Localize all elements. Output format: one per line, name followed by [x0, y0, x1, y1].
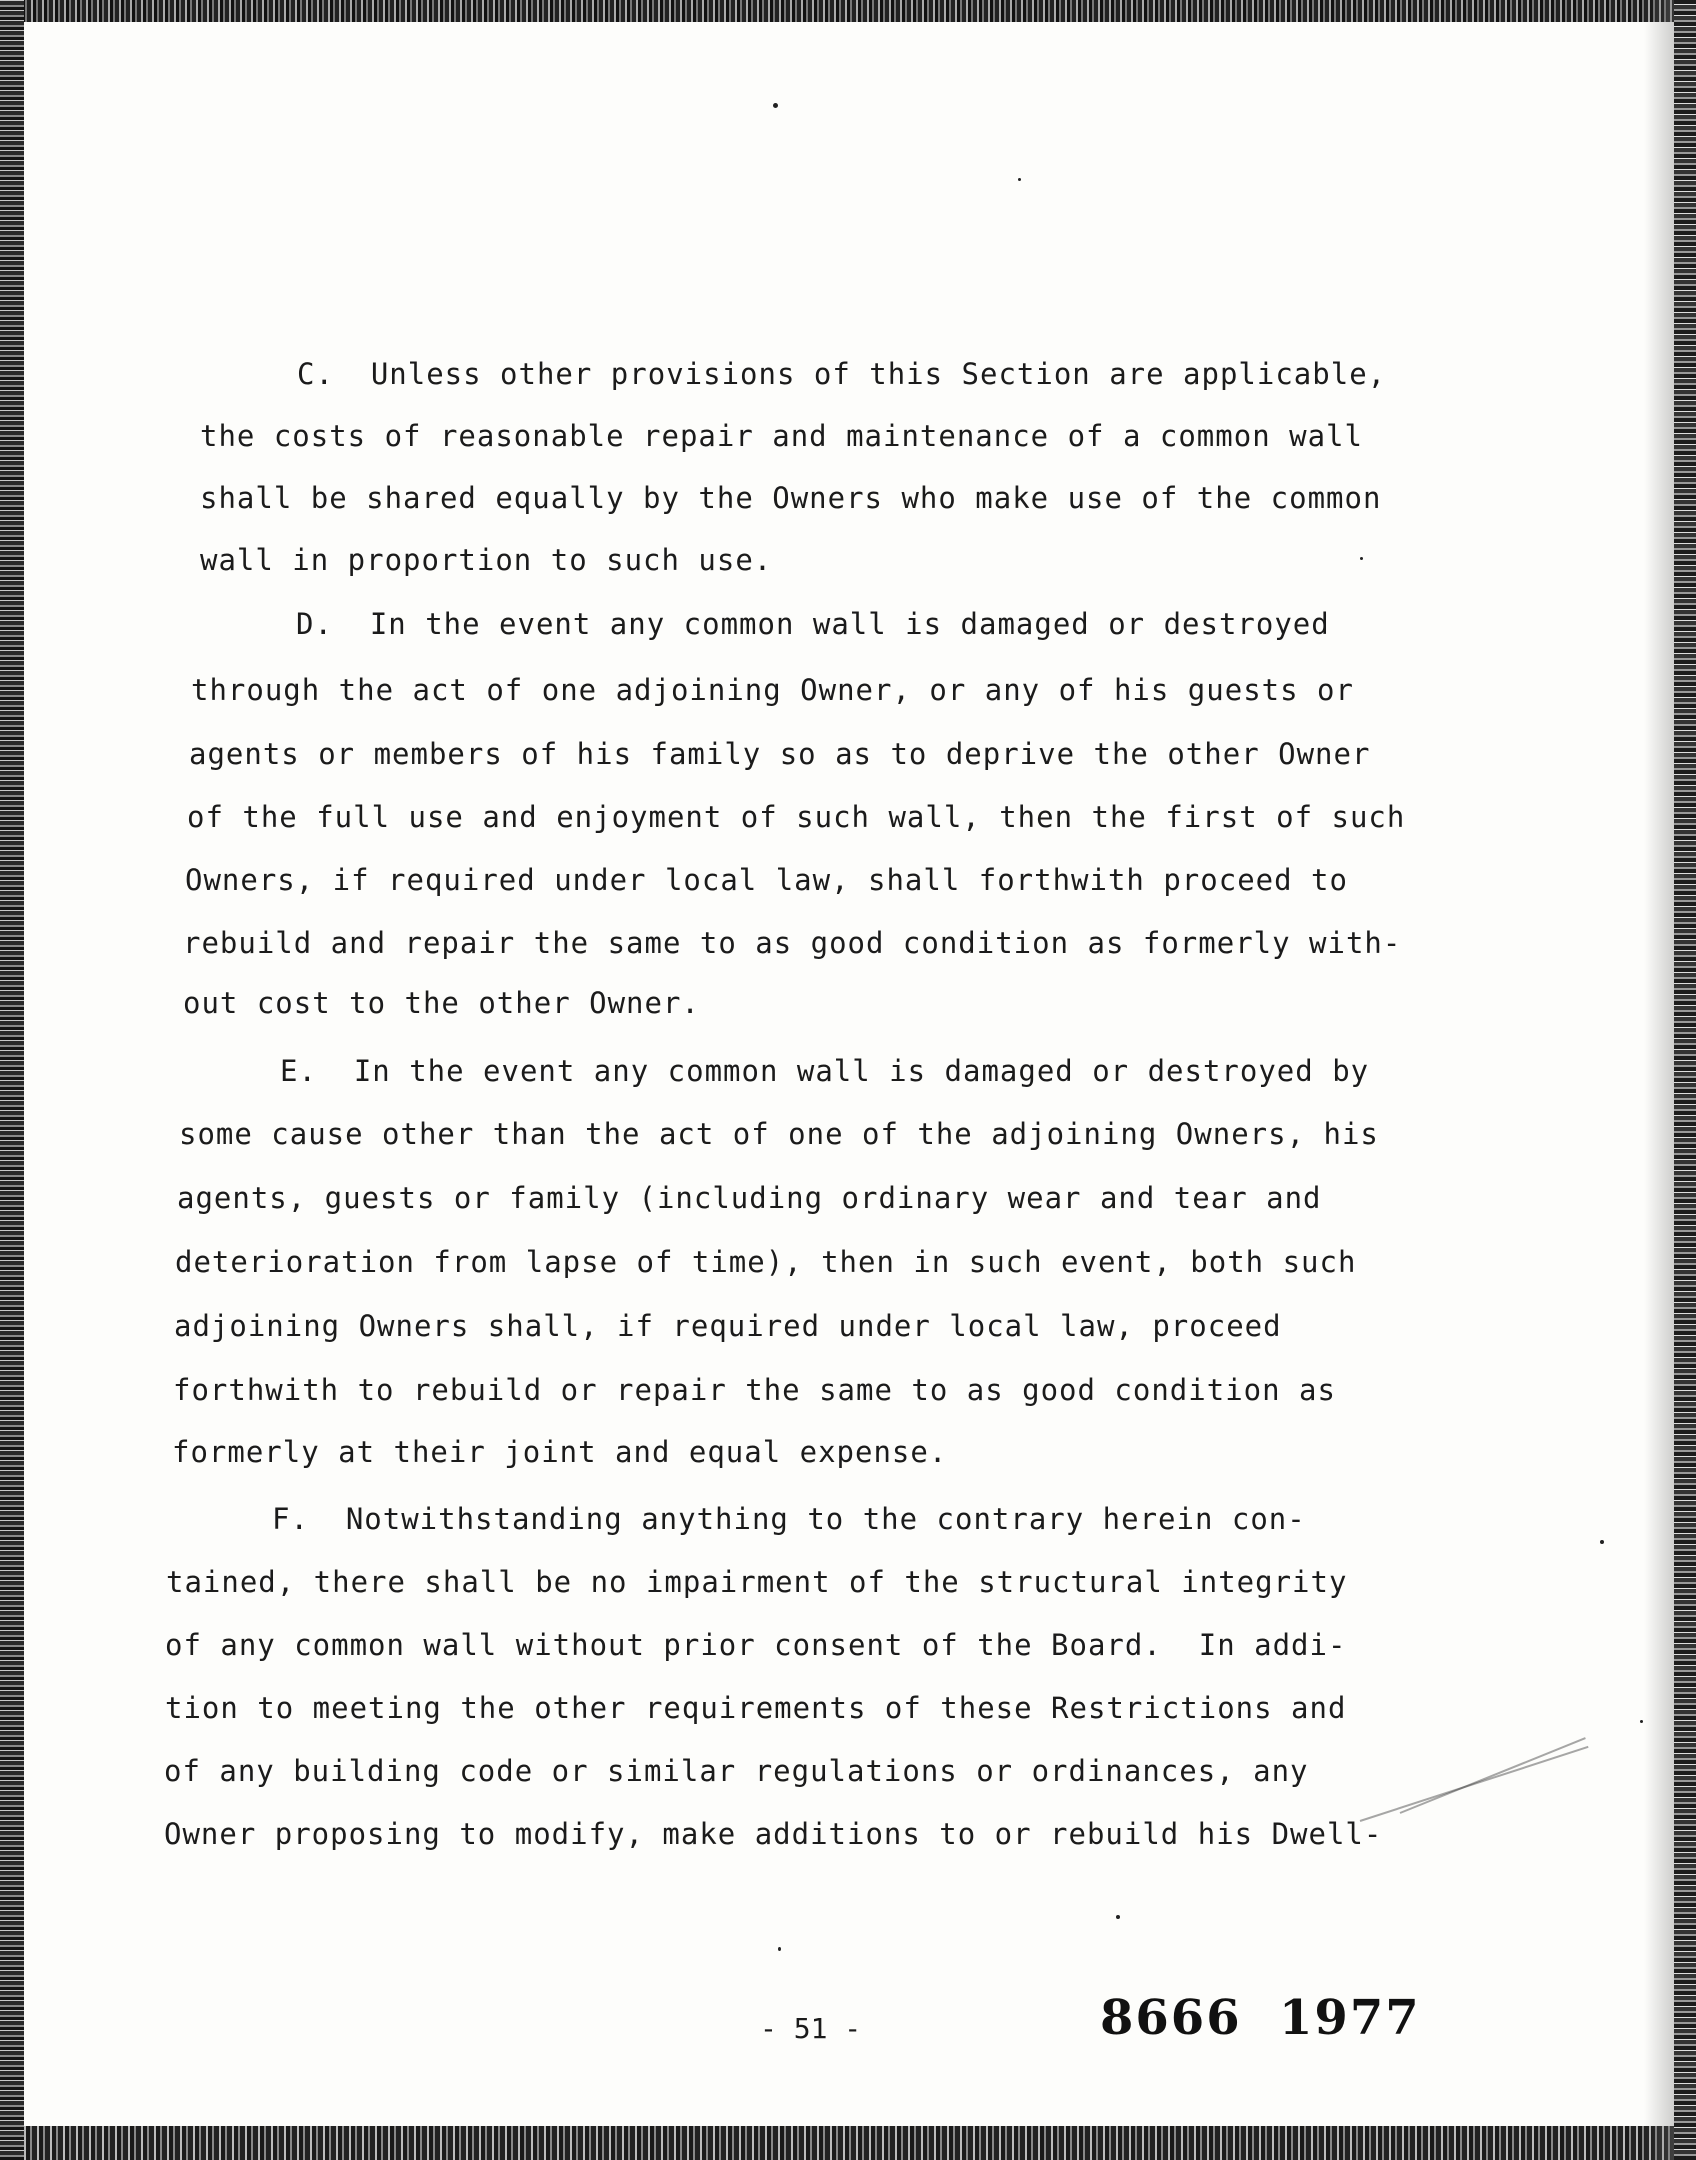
- paragraph-f-line-6: Owner proposing to modify, make additions to or rebuild his Dwell-: [164, 1817, 1383, 1851]
- paragraph-e-line-6: forthwith to rebuild or repair the same to as good condition as: [173, 1373, 1336, 1407]
- scan-speck: [1600, 1540, 1604, 1544]
- scan-edge-bottom: [0, 2126, 1696, 2160]
- page-number: - 51 -: [760, 2012, 862, 2045]
- scan-speck: [1018, 178, 1021, 181]
- paragraph-e-line-7: formerly at their joint and equal expense.: [172, 1435, 948, 1469]
- paragraph-e-line-5: adjoining Owners shall, if required under local law, proceed: [174, 1309, 1282, 1343]
- paragraph-c-line-3: shall be shared equally by the Owners who make use of the common: [200, 481, 1382, 515]
- scan-edge-right: [1674, 0, 1696, 2160]
- scan-stain: [1400, 1737, 1586, 1814]
- scan-speck: [1116, 1915, 1120, 1919]
- paragraph-d-line-2: through the act of one adjoining Owner, or any of his guests or: [191, 673, 1354, 707]
- paragraph-f-line-5: of any building code or similar regulations or ordinances, any: [164, 1754, 1309, 1788]
- paragraph-d-line-7: out cost to the other Owner.: [183, 986, 700, 1020]
- paragraph-e-line-1: E. In the event any common wall is damaged or destroyed by: [280, 1054, 1370, 1088]
- paragraph-e-line-2: some cause other than the act of one of the adjoining Owners, his: [179, 1117, 1379, 1151]
- paragraph-d-line-4: of the full use and enjoyment of such wall, then the first of such: [187, 800, 1406, 834]
- paragraph-e-line-3: agents, guests or family (including ordinary wear and tear and: [177, 1181, 1322, 1215]
- scan-edge-left: [0, 0, 24, 2160]
- paragraph-c-line-1: C. Unless other provisions of this Section are applicable,: [297, 357, 1387, 391]
- paragraph-f-line-2: tained, there shall be no impairment of the structural integrity: [166, 1565, 1348, 1599]
- paragraph-d-line-3: agents or members of his family so as to deprive the other Owner: [189, 737, 1371, 771]
- paragraph-d-line-5: Owners, if required under local law, shall forthwith proceed to: [185, 863, 1348, 897]
- paragraph-d-line-6: rebuild and repair the same to as good condition as formerly with-: [183, 926, 1402, 960]
- scan-edge-right-shadow: [1644, 0, 1674, 2160]
- scan-speck: [773, 103, 778, 108]
- scan-speck: [1640, 1720, 1643, 1723]
- paragraph-d-line-1: D. In the event any common wall is damaged or destroyed: [296, 607, 1330, 641]
- scan-speck: [778, 1947, 781, 1951]
- recording-stamp: 8666 1977: [1100, 1990, 1421, 2046]
- paragraph-f-line-1: F. Notwithstanding anything to the contrary herein con-: [272, 1502, 1306, 1536]
- scan-speck: [1360, 557, 1363, 560]
- paragraph-c-line-4: wall in proportion to such use.: [200, 543, 773, 577]
- scan-edge-top: [0, 0, 1696, 22]
- paragraph-c-line-2: the costs of reasonable repair and maintenance of a common wall: [200, 419, 1363, 453]
- paragraph-e-line-4: deterioration from lapse of time), then in such event, both such: [175, 1245, 1357, 1279]
- paragraph-f-line-3: of any common wall without prior consent of the Board. In addi-: [165, 1628, 1347, 1662]
- paragraph-f-line-4: tion to meeting the other requirements of these Restrictions and: [165, 1691, 1347, 1725]
